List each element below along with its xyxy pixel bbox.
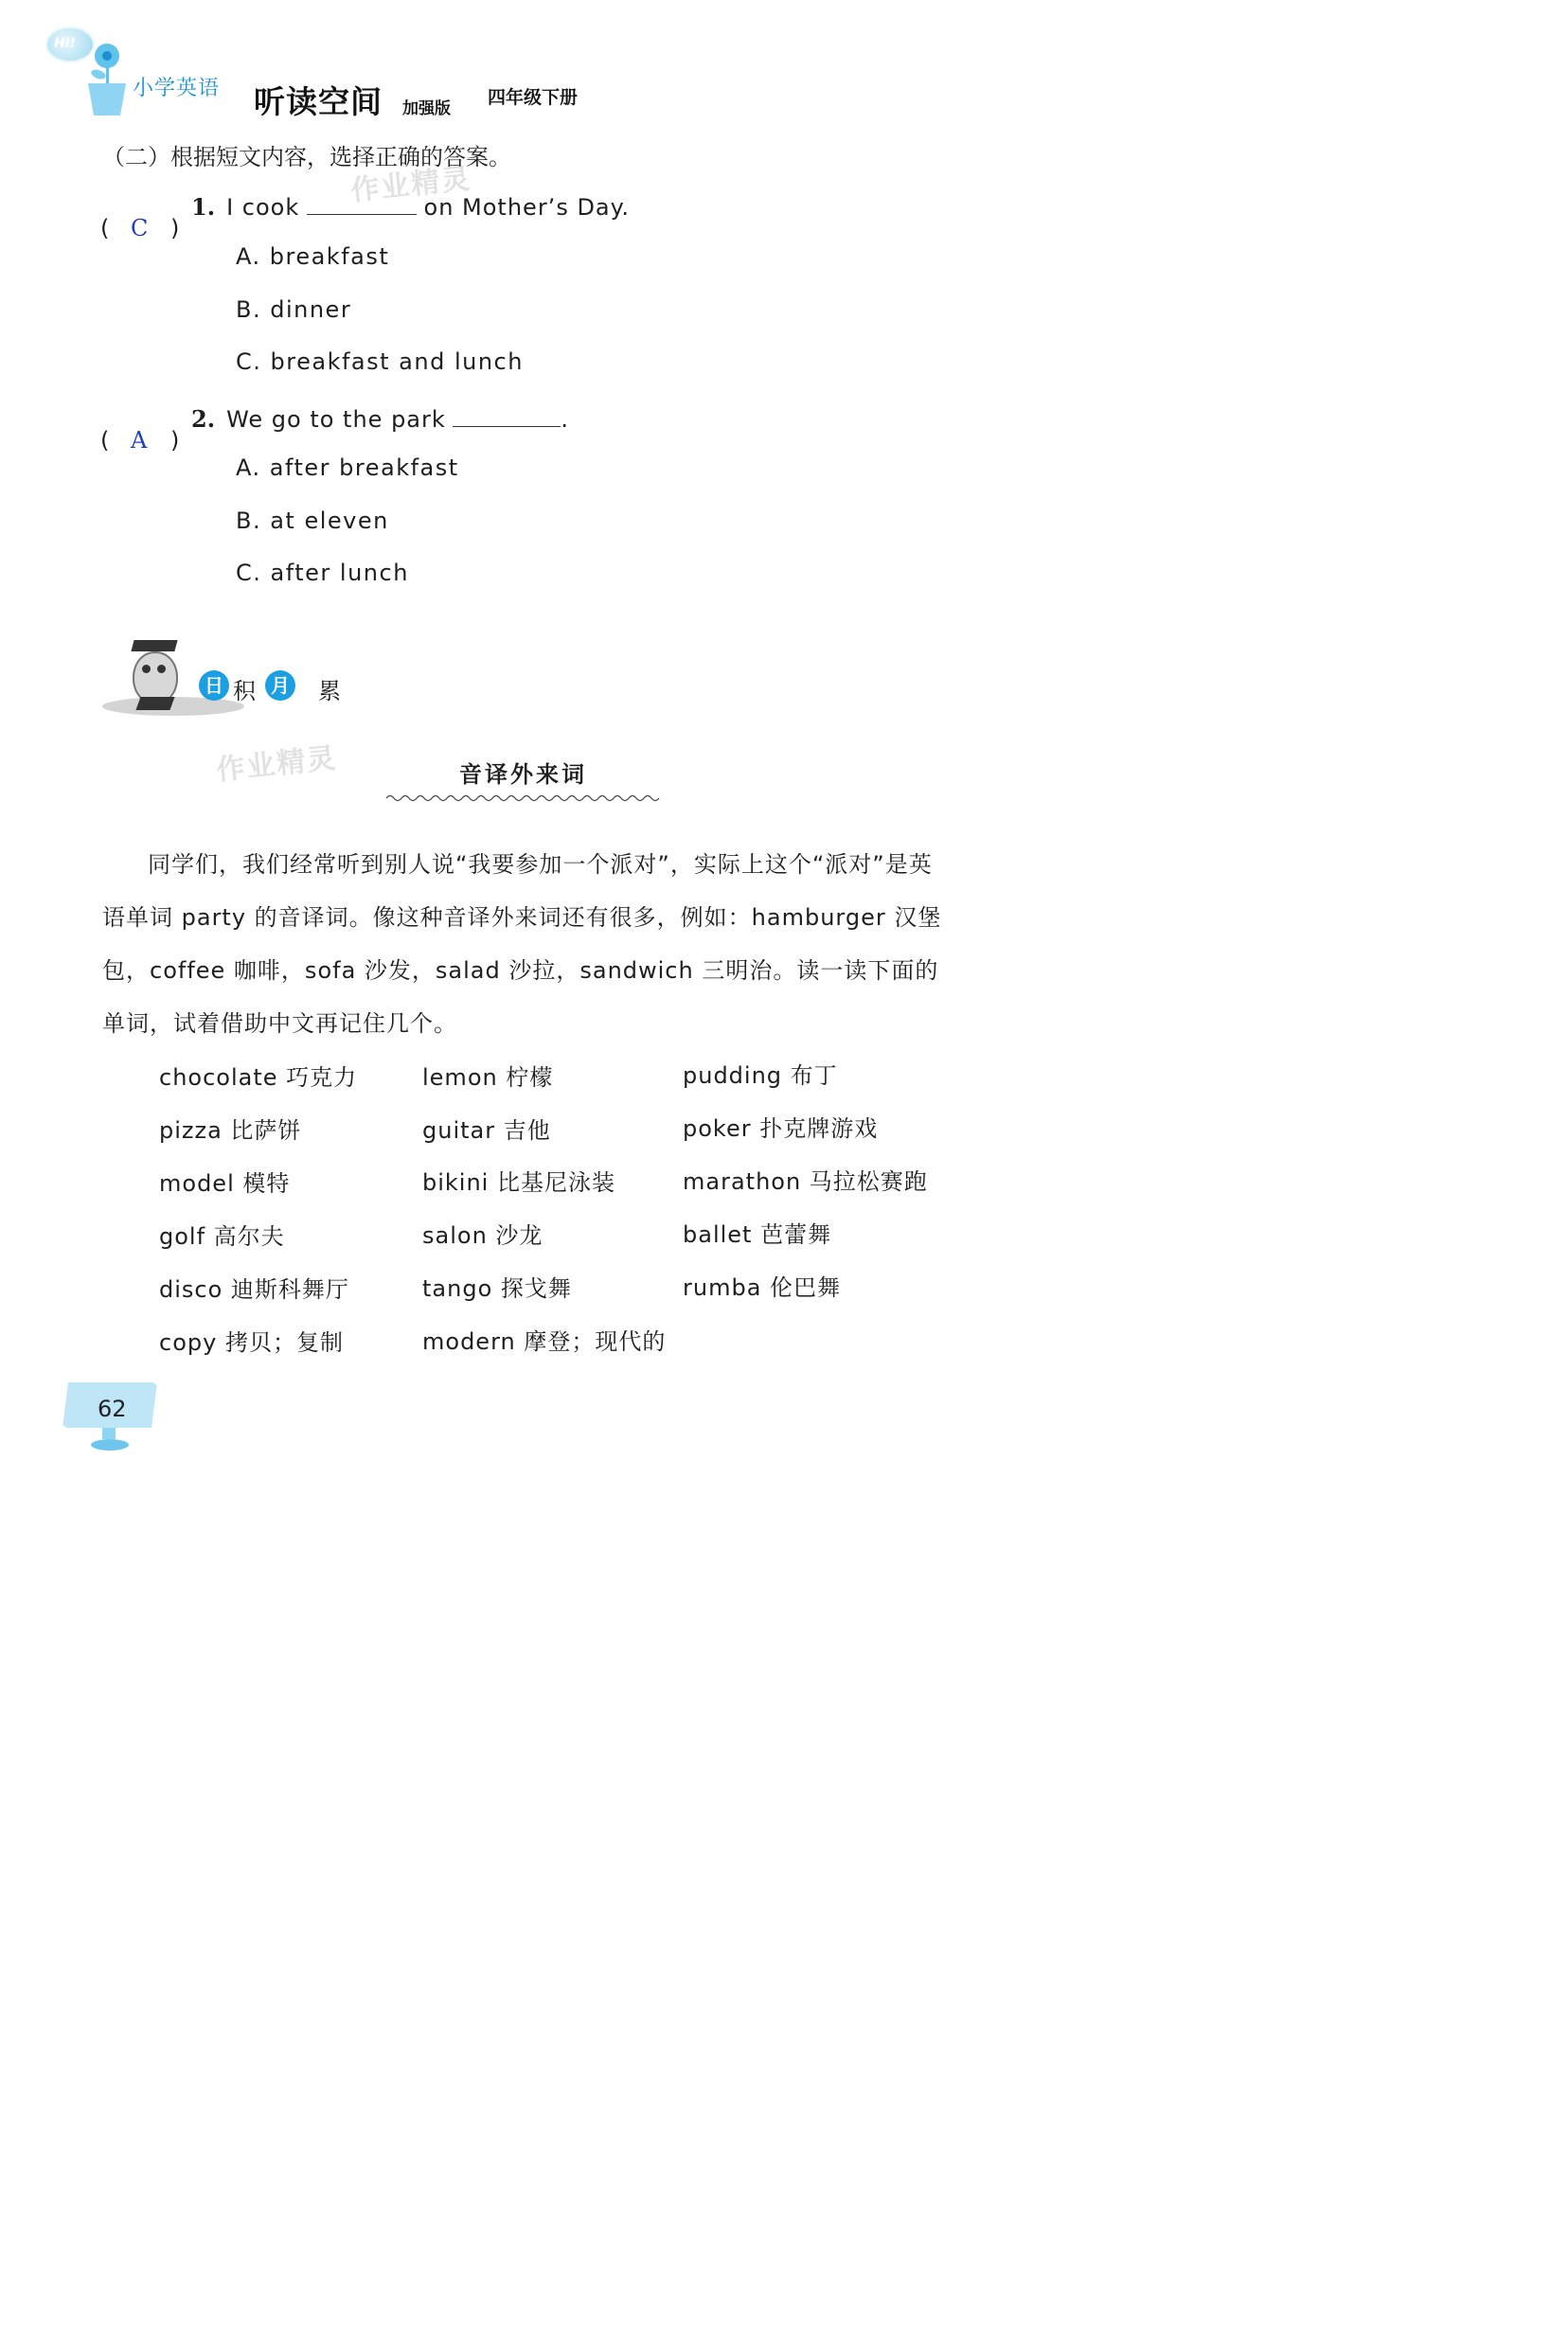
hi-badge: Hi! [54, 36, 76, 51]
page-number-stand [102, 1428, 116, 1439]
vocab-item: pudding 布丁 [683, 1062, 838, 1089]
section-title: （二）根据短文内容，选择正确的答案。 [102, 144, 511, 170]
article-paragraph [102, 838, 954, 1050]
wavy-underline [386, 793, 663, 803]
answer-letter: A [131, 427, 148, 454]
vocab-item: salon 沙龙 [422, 1222, 543, 1249]
vocab-item: model 模特 [159, 1170, 291, 1197]
banner-char: 累 [318, 678, 341, 704]
question-text-after: on Mother’s Day. [423, 194, 631, 221]
banner-circle-char: 日 [199, 670, 229, 701]
vocab-item: pizza 比萨饼 [159, 1117, 302, 1144]
page-number-base [91, 1439, 129, 1451]
brand-title: 听读空间 [254, 83, 383, 120]
vocab-item: guitar 吉他 [422, 1117, 551, 1144]
option-2b: B. at eleven [236, 508, 389, 534]
option-1a: A. breakfast [236, 243, 390, 270]
vocab-item: disco 迪斯科舞厅 [159, 1276, 349, 1303]
flower-center [102, 51, 112, 61]
mascot-eye [142, 665, 151, 673]
vocab-item: copy 拷贝；复制 [159, 1329, 344, 1356]
flower-stem [106, 64, 109, 85]
watermark: 作业精灵 [348, 162, 473, 208]
watermark: 作业精灵 [214, 741, 339, 788]
answer-blank [453, 401, 561, 427]
edition-label: 加强版 [402, 99, 451, 118]
mascot-eye [157, 665, 166, 673]
flower-leaf [90, 68, 107, 81]
vocab-item: marathon 马拉松赛跑 [683, 1168, 928, 1195]
option-2a: A. after breakfast [236, 454, 459, 481]
question-text-after: . [561, 406, 570, 433]
article-title: 音译外来词 [459, 761, 587, 788]
question-1: ( C ) 1. I cook on Mother’s Day. [100, 189, 630, 222]
book-icon [135, 697, 174, 710]
series-title: 小学英语 [133, 77, 221, 100]
graduation-cap-icon [131, 640, 177, 651]
vocab-item: chocolate 巧克力 [159, 1064, 358, 1091]
vocab-item: bikini 比基尼泳装 [422, 1169, 615, 1196]
vocab-item: poker 扑克牌游戏 [683, 1115, 879, 1142]
option-2c: C. after lunch [236, 560, 409, 586]
question-text-before: I cook [226, 194, 300, 221]
vocab-item: ballet 芭蕾舞 [683, 1221, 832, 1248]
banner-circle-char: 月 [265, 670, 295, 701]
vocab-item: golf 高尔夫 [159, 1223, 285, 1250]
vocab-item: tango 探戈舞 [422, 1275, 572, 1302]
vocab-item: modern 摩登；现代的 [422, 1328, 667, 1355]
option-1c: C. breakfast and lunch [236, 348, 524, 375]
vocab-item: lemon 柠檬 [422, 1064, 554, 1091]
vocab-item: rumba 伦巴舞 [683, 1274, 842, 1301]
page-number: 62 [98, 1396, 127, 1422]
question-number: 1. [191, 193, 216, 221]
question-2: ( A ) 2. We go to the park . [100, 401, 569, 434]
flower-pot-icon [88, 83, 126, 116]
answer-letter: C [131, 215, 149, 241]
paragraph-text: 同学们，我们经常听到别人说“我要参加一个派对”，实际上这个“派对”是英语单词 party 的音译词。像这种音译外来词还有很多，例如：hamburger 汉堡包，coffee 咖啡，sofa 沙发，salad 沙拉，sandwich 三明治。读一读下面的单词，试着借助中文再记住几个。 [102, 851, 942, 1037]
option-1b: B. dinner [236, 296, 352, 323]
question-text-before: We go to the park [226, 406, 446, 433]
grade-label: 四年级下册 [488, 87, 579, 108]
banner-char: 积 [233, 678, 256, 704]
question-number: 2. [191, 405, 216, 433]
